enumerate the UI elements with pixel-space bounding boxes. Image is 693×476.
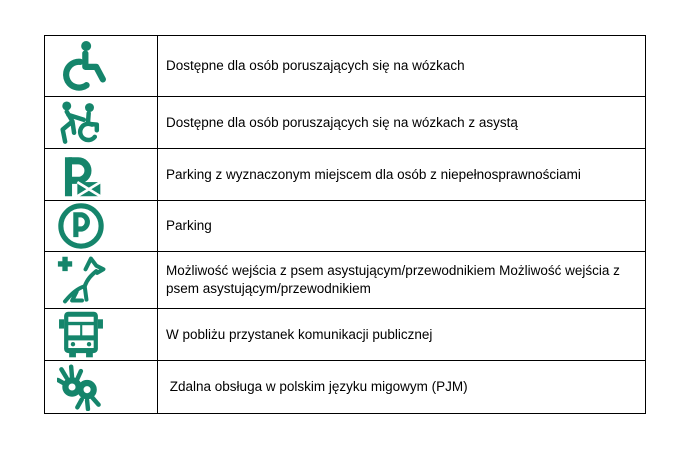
parking-icon [45,201,158,251]
accessible-parking-icon [45,149,158,200]
row-label: Dostępne dla osób poruszających się na wózkach z asystą [166,114,518,130]
table-row [45,97,645,149]
bus-icon [45,309,158,360]
row-label: W pobliżu przystanek komunikacji publicznej [166,326,433,342]
table-row [45,252,645,309]
table-row [45,361,645,413]
table-cell [158,361,645,413]
row-label: Parking [166,218,212,234]
table-row [45,149,645,201]
table-row [45,309,645,361]
table-row [45,201,645,252]
table-cell [158,252,645,308]
wheelchair-icon [45,36,158,96]
row-label: Zdalna obsługa w polskim języku migowym (PJM) [166,379,468,395]
table-row [45,36,645,97]
table-cell [158,97,645,148]
row-label: Dostępne dla osób poruszających się na wózkach [166,58,465,74]
table-cell [158,201,645,251]
accessibility-legend-table [44,35,646,414]
wheelchair-assist-icon [45,97,158,148]
table-cell [158,149,645,200]
table-cell [158,309,645,360]
table-cell [158,36,645,96]
sign-language-icon [45,361,158,413]
row-label: Parking z wyznaczonym miejscem dla osób z niepełnosprawnościami [166,166,581,182]
row-label: Możliwość wejścia z psem asystującym/przewodnikiem Możliwość wejścia z psem asystującym/przewodnikiem [166,263,624,296]
assistance-dog-icon [45,252,158,308]
